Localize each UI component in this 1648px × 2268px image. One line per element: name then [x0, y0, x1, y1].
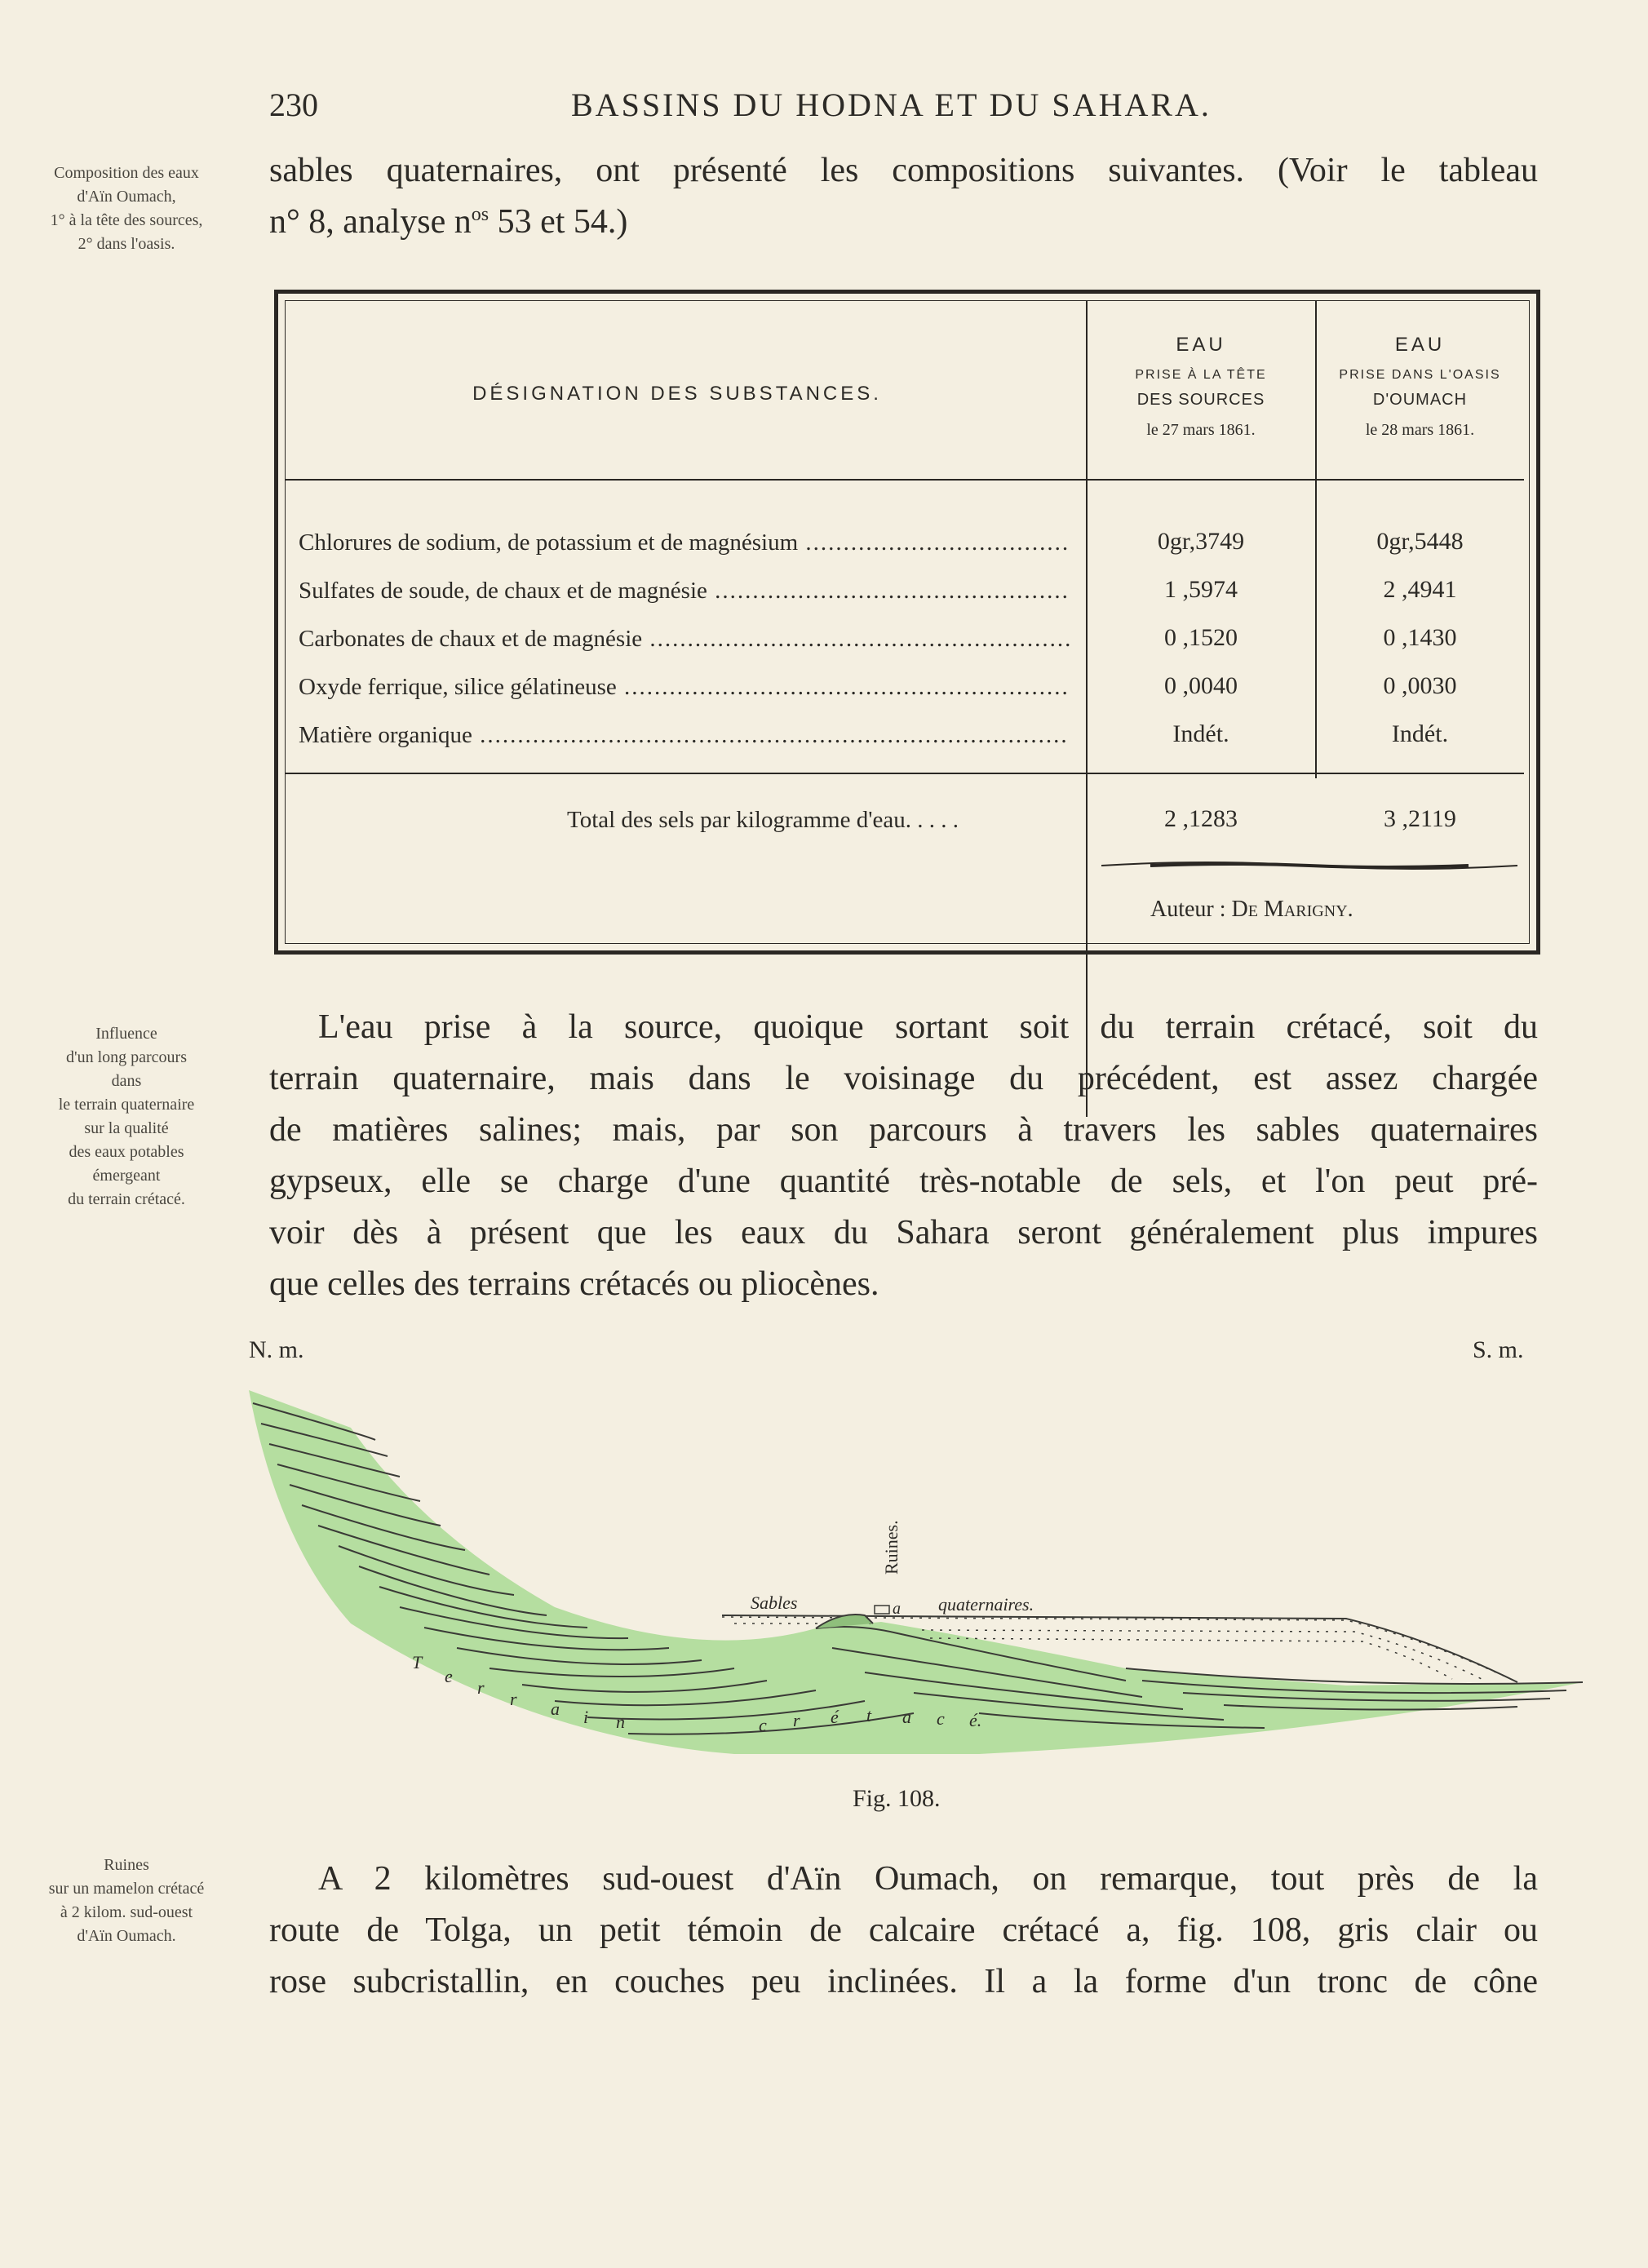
- table-cell: 0gr,5448: [1376, 528, 1464, 555]
- paragraph-ruines: A 2 kilomètres sud-ouest d'Aïn Oumach, on remarque, tout près de la route de Tolga, un petit témoin de calcaire crétacé a, fig. 108, gris clair ou rose subcristallin, en couches peu inclinées. Il a la forme d'un tronc de cône: [269, 1860, 1538, 2000]
- svg-text:r: r: [477, 1677, 485, 1698]
- table-cell: 0 ,0030: [1383, 672, 1457, 699]
- quaternaires-label: quaternaires.: [938, 1594, 1034, 1615]
- table-cell: 2 ,4941: [1383, 576, 1457, 603]
- table-row-label: Sulfates de soude, de chaux et de magnésie .....: [299, 578, 1070, 605]
- point-a-label: a: [893, 1600, 901, 1618]
- svg-text:c: c: [759, 1715, 767, 1735]
- table-cell: 0 ,1520: [1164, 624, 1238, 651]
- svg-text:c: c: [937, 1708, 945, 1729]
- sables-label: Sables: [751, 1592, 798, 1613]
- svg-text:i: i: [583, 1707, 589, 1727]
- table-header-substances: DÉSIGNATION DES SUBSTANCES.: [472, 383, 882, 405]
- table-cell: 0 ,1430: [1383, 624, 1457, 651]
- svg-text:é: é: [831, 1707, 839, 1727]
- cretaceous-layer: [249, 1390, 1583, 1754]
- figure-label-north: N. m.: [249, 1336, 304, 1363]
- margin-note-ruines: Ruines sur un mamelon crétacé à 2 kilom. sud-ouest d'Aïn Oumach.: [48, 1856, 205, 1945]
- paragraph-water-quality: L'eau prise à la source, quoique sortant soit du terrain crétacé, soit du terrain quaternaire, mais dans le voisinage du précédent, est assez chargée de matières salines; mais, par son parcours à travers les sables quaternaires gypseux, elle se charge d'une quantité très-notable de sels, et l'on peut pré- voir dès à présent que les eaux du Sahara seront généralement plus impures que celles des terrains crétacés ou pliocènes.: [269, 1008, 1538, 1303]
- ornament-rule: [1101, 857, 1517, 874]
- svg-text:a: a: [551, 1699, 560, 1719]
- table-cell: 0gr,3749: [1157, 528, 1245, 555]
- margin-note-composition: Composition des eaux d'Aïn Oumach, 1° à la tête des sources, 2° dans l'oasis.: [50, 164, 203, 253]
- table-header-col1: EAU PRISE À LA TÊTE DES SOURCES le 27 mars 1861.: [1135, 334, 1267, 439]
- table-total-label: Total des sels par kilogramme d'eau. . . . .: [567, 807, 959, 833]
- figure-caption: Fig. 108.: [853, 1785, 941, 1812]
- table-cell: Indét.: [1391, 720, 1449, 747]
- figure-label-south: S. m.: [1473, 1336, 1524, 1363]
- ruins-marker: [875, 1606, 889, 1614]
- table-cell: 0 ,0040: [1164, 672, 1238, 699]
- svg-text:é.: é.: [969, 1710, 982, 1730]
- table-total-v1: 2 ,1283: [1164, 805, 1238, 832]
- table-row-label: Oxyde ferrique, silice gélatineuse .....: [299, 674, 1070, 701]
- table-cell: Indét.: [1172, 720, 1229, 747]
- table-cell: 1 ,5974: [1164, 576, 1238, 603]
- table-row-label: Carbonates de chaux et de magnésie .....: [299, 626, 1070, 653]
- svg-text:t: t: [866, 1705, 872, 1725]
- svg-text:T: T: [412, 1652, 423, 1672]
- table-header-col2: EAU PRISE DANS L'OASIS D'OUMACH le 28 mars 1861.: [1339, 334, 1501, 439]
- svg-text:r: r: [793, 1710, 800, 1730]
- table-row-label: Chlorures de sodium, de potassium et de magnésium .....: [299, 529, 1070, 556]
- svg-text:e: e: [445, 1666, 453, 1686]
- table-author: Auteur : De Marigny.: [1150, 897, 1353, 922]
- svg-text:a: a: [902, 1707, 911, 1727]
- table-total-v2: 3 ,2119: [1384, 805, 1456, 832]
- composition-table: [274, 290, 1540, 955]
- margin-note-influence: Influence d'un long parcours dans le terrain quaternaire sur la qualité des eaux potables émergeant du terrain crétacé.: [58, 1025, 195, 1208]
- svg-text:n: n: [616, 1712, 625, 1732]
- svg-text:r: r: [510, 1689, 517, 1709]
- table-row-label: Matière organique .....: [299, 722, 1070, 749]
- running-title: BASSINS DU HODNA ET DU SAHARA.: [571, 86, 1212, 123]
- page-number: 230: [269, 86, 318, 123]
- intro-paragraph: sables quaternaires, ont présenté les compositions suivantes. (Voir le tableau n° 8, analyse $n^{os}$ 53 et 54.): [269, 152, 1538, 241]
- ruines-label: Ruines.: [881, 1520, 902, 1575]
- geological-section-figure: [245, 1379, 1591, 1770]
